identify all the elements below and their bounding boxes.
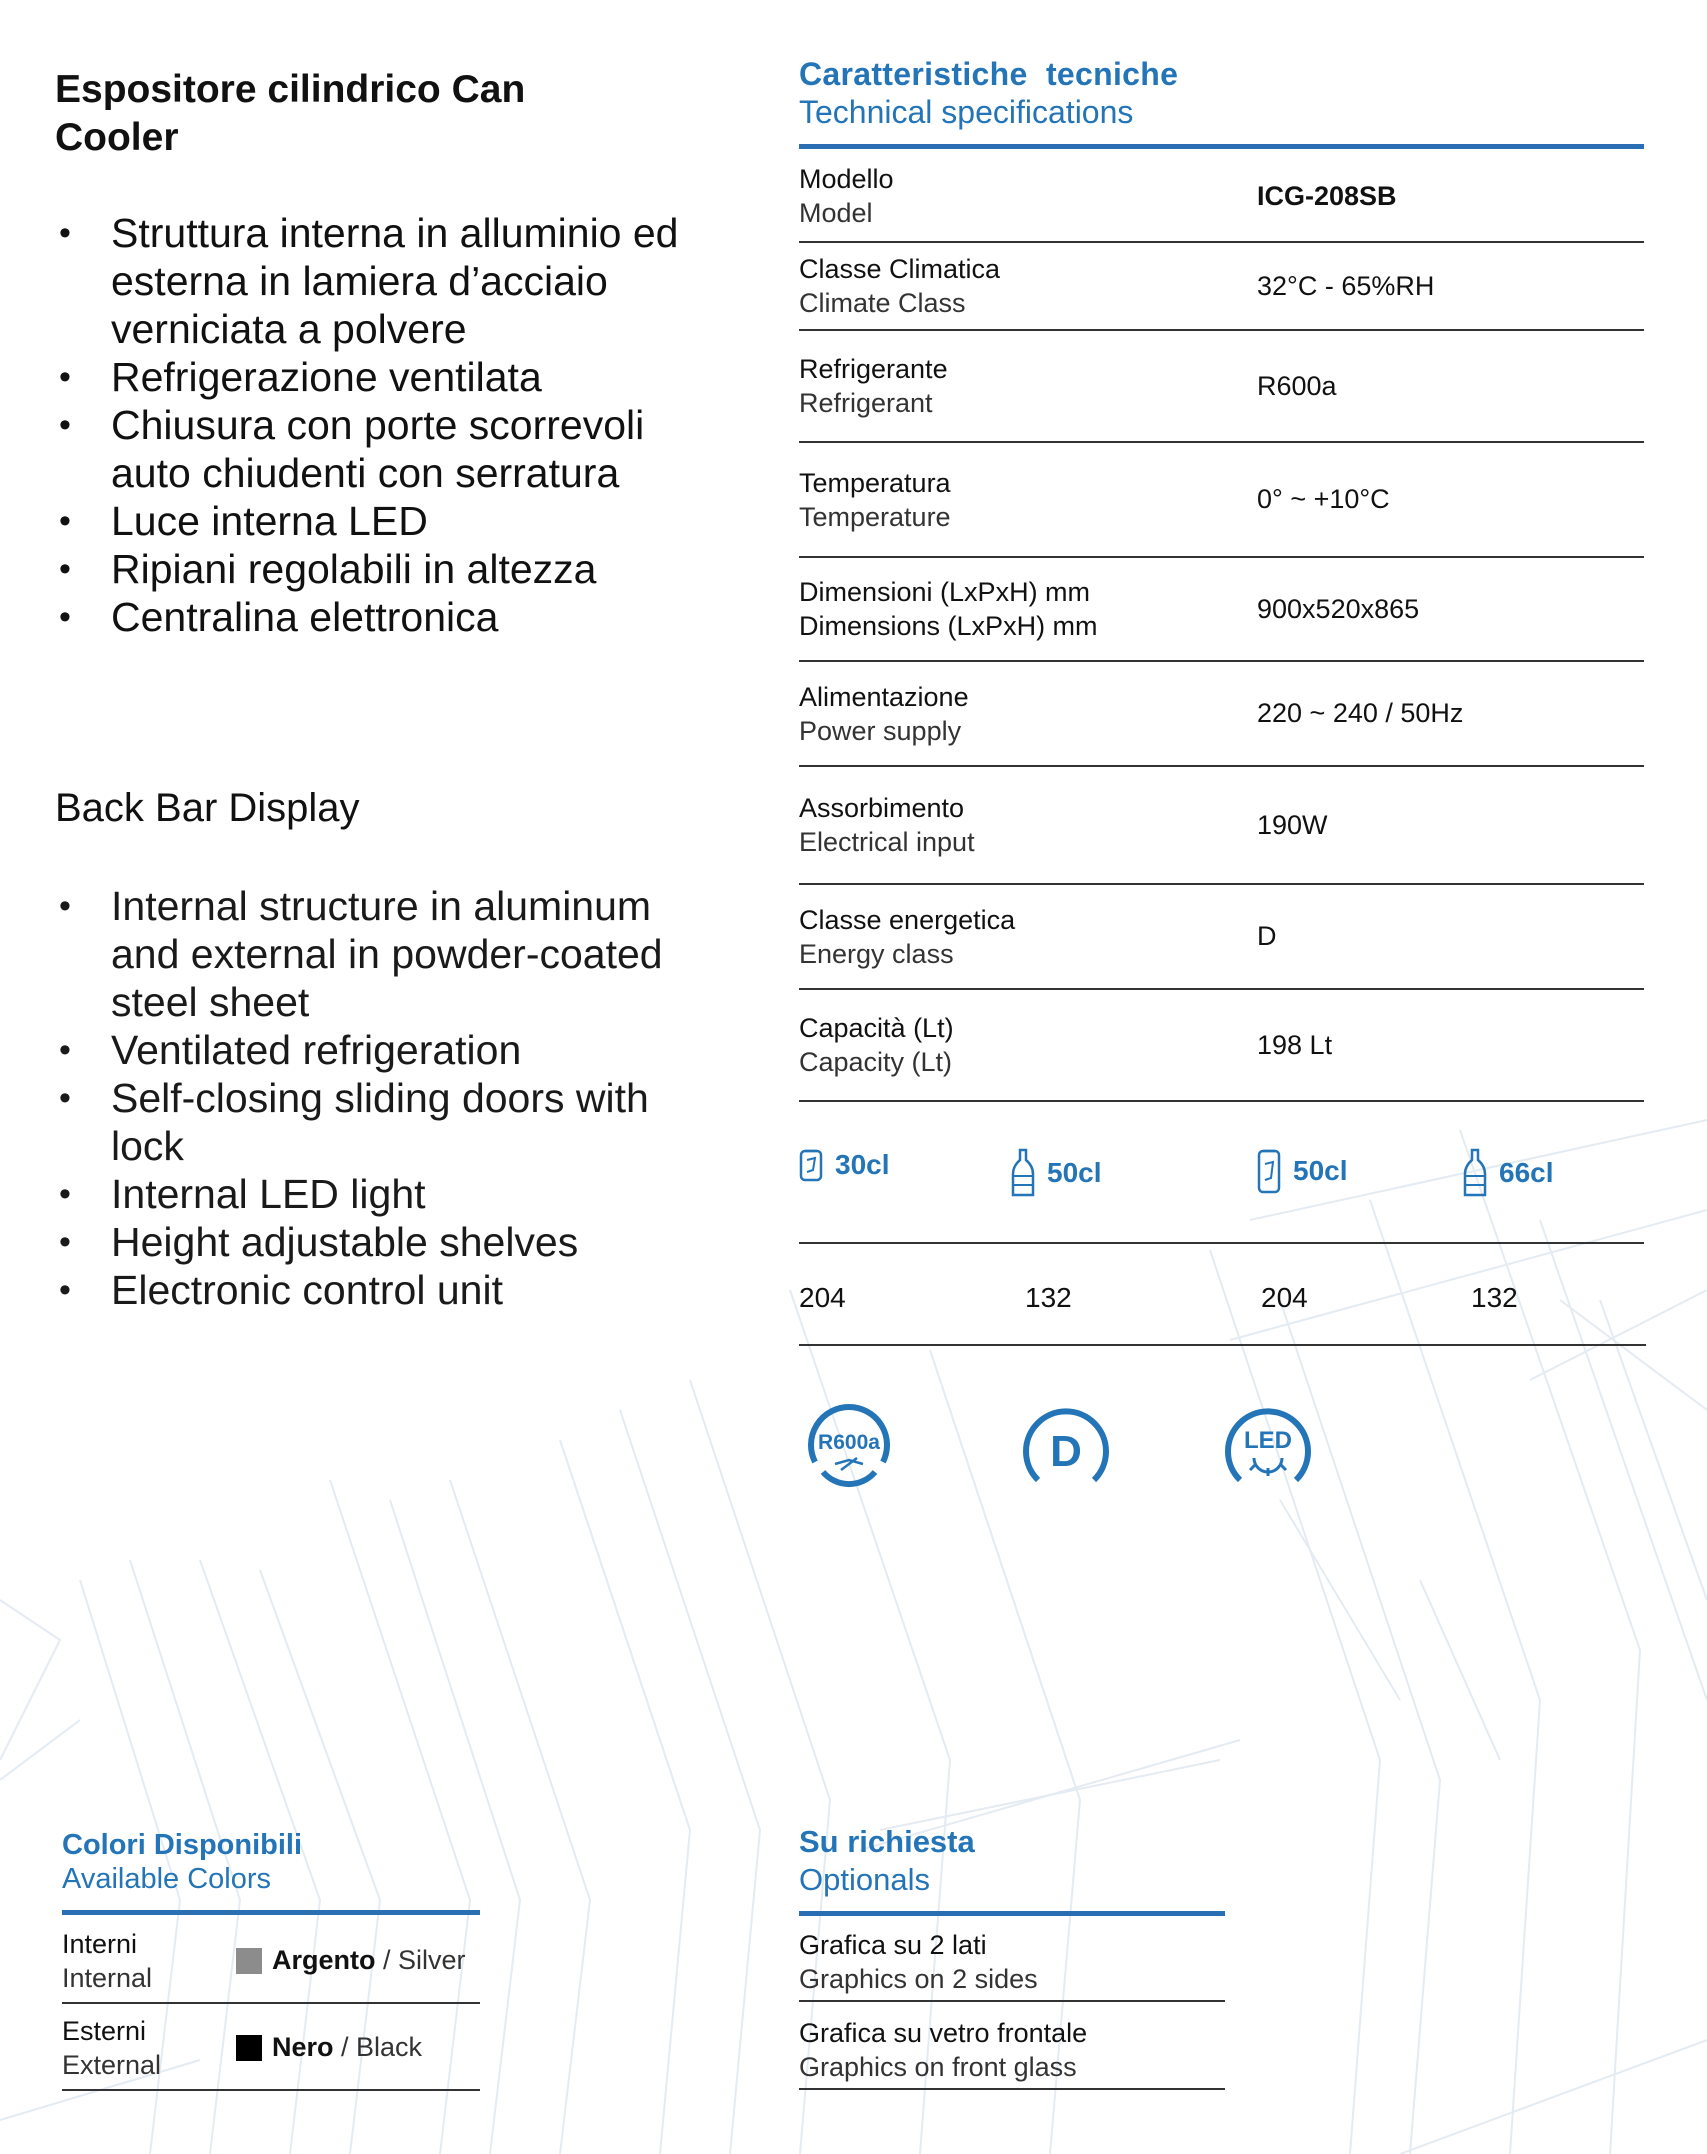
spec-label-en: Climate Class	[799, 288, 966, 318]
badge-label: LED	[1244, 1427, 1292, 1454]
list-item: • Refrigerazione ventilata	[55, 353, 695, 401]
capacity-item	[1257, 1148, 1348, 1194]
features-list-en	[55, 882, 695, 1314]
spec-label-en: Capacity (Lt)	[799, 1047, 953, 1077]
specs-divider	[799, 144, 1644, 149]
capacity-label: 30cl	[835, 1149, 890, 1180]
color-name-en: Silver	[398, 1945, 466, 1975]
color-value	[236, 2032, 422, 2063]
optionals-title-en: Optionals	[799, 1862, 930, 1897]
list-item: • Luce interna LED	[55, 497, 695, 545]
spec-row-climate-class	[799, 243, 1644, 331]
spec-label-it: Classe energetica	[799, 904, 1016, 935]
spec-value: 220 ~ 240 / 50Hz	[1257, 698, 1464, 728]
colors-title-en: Available Colors	[62, 1863, 272, 1895]
spec-label-en: Model	[799, 198, 873, 228]
capacity-count: 132	[1471, 1282, 1518, 1313]
spec-value: 198 Lt	[1257, 1029, 1333, 1060]
spec-label-it: Capacità (Lt)	[799, 1013, 954, 1043]
capacity-count: 132	[1025, 1282, 1072, 1313]
capacity-label: 50cl	[1047, 1157, 1102, 1188]
container-count-row	[799, 1244, 1646, 1346]
list-item: • Self-closing sliding doors with lock	[55, 1074, 695, 1170]
spec-row-model	[799, 151, 1644, 243]
capacity-item	[1011, 1148, 1102, 1198]
color-label-it: Esterni	[62, 2016, 147, 2046]
capacity-label: 50cl	[1293, 1155, 1348, 1186]
spec-label-it: Assorbimento	[799, 793, 965, 823]
spec-label-en: Energy class	[799, 938, 954, 969]
spec-label-en: Temperature	[799, 501, 951, 532]
color-row-external	[62, 2004, 480, 2091]
color-label-en: External	[62, 2050, 162, 2080]
black-swatch	[236, 2035, 262, 2061]
optionals-title-it: Su richiesta	[799, 1824, 975, 1859]
energy-class-badge-icon	[1018, 1402, 1114, 1498]
capacity-label: 66cl	[1499, 1157, 1554, 1188]
spec-row-temperature	[799, 443, 1644, 558]
badge-label: D	[1050, 1427, 1082, 1476]
color-name-it: Nero	[272, 2032, 334, 2062]
can-icon	[1257, 1148, 1281, 1194]
spec-label-it: Dimensioni (LxPxH) mm	[799, 577, 1091, 607]
optional-row	[799, 1918, 1225, 2002]
capacity-count: 204	[1261, 1282, 1308, 1313]
spec-label-en: Power supply	[799, 715, 962, 746]
list-item: • Ripiani regolabili in altezza	[55, 545, 695, 593]
specs-title-it: Caratteristiche tecniche	[799, 56, 1179, 92]
spec-row-energy-class	[799, 885, 1644, 990]
list-item: • Chiusura con porte scorrevoli auto chiudenti con serratura	[55, 401, 695, 497]
color-separator: /	[375, 1945, 399, 1975]
spec-label-it: Refrigerante	[799, 354, 948, 384]
capacity-count: 204	[799, 1282, 846, 1313]
color-label-en: Internal	[62, 1963, 153, 1993]
spec-label-it: Modello	[799, 164, 894, 194]
spec-label-it: Classe Climatica	[799, 254, 1001, 284]
spec-label-it: Temperatura	[799, 467, 951, 498]
specs-title-en: Technical specifications	[799, 94, 1134, 130]
color-name-en: Black	[356, 2032, 423, 2062]
refrigerant-badge-icon	[801, 1402, 897, 1498]
features-list-it	[55, 209, 695, 641]
optionals-divider	[799, 1911, 1225, 1916]
spec-label-it: Alimentazione	[799, 681, 969, 712]
list-item: • Struttura interna in alluminio ed esterna in lamiera d’acciaio verniciata a polvere	[55, 209, 695, 353]
spec-label-en: Dimensions (LxPxH) mm	[799, 611, 1098, 641]
colors-title-it: Colori Disponibili	[62, 1829, 303, 1861]
colors-divider	[62, 1910, 480, 1915]
spec-label-en: Electrical input	[799, 827, 975, 857]
spec-row-power-supply	[799, 662, 1644, 767]
list-item: • Electronic control unit	[55, 1266, 695, 1314]
spec-label-en: Refrigerant	[799, 388, 933, 418]
color-name-it: Argento	[272, 1945, 376, 1975]
spec-row-dimensions	[799, 558, 1644, 662]
english-section-title: Back Bar Display	[55, 786, 360, 830]
spec-value: R600a	[1257, 370, 1337, 401]
led-light-badge-icon	[1220, 1402, 1316, 1498]
product-title: Espositore cilindrico Can Cooler	[55, 68, 526, 159]
can-icon	[799, 1148, 823, 1182]
spec-value: 32°C - 65%RH	[1257, 270, 1435, 301]
spec-row-electrical-input	[799, 767, 1644, 885]
spec-value: 0° ~ +10°C	[1257, 484, 1390, 514]
spec-value: ICG-208SB	[1257, 180, 1397, 211]
list-item: • Centralina elettronica	[55, 593, 695, 641]
list-item: • Internal LED light	[55, 1170, 695, 1218]
optional-label-en: Graphics on 2 sides	[799, 1964, 1038, 1994]
list-item: • Internal structure in aluminum and external in powder-coated steel sheet	[55, 882, 695, 1026]
spec-value: 900x520x865	[1257, 593, 1420, 624]
spec-row-refrigerant	[799, 331, 1644, 443]
bottle-icon	[1011, 1148, 1035, 1198]
color-label-it: Interni	[62, 1929, 138, 1959]
color-value	[236, 1945, 466, 1976]
optional-label-en: Graphics on front glass	[799, 2052, 1077, 2082]
list-item: • Ventilated refrigeration	[55, 1026, 695, 1074]
spec-value: D	[1257, 921, 1277, 951]
bottle-icon	[1463, 1148, 1487, 1198]
optional-label-it: Grafica su vetro frontale	[799, 2018, 1088, 2048]
capacity-item	[799, 1148, 890, 1182]
color-separator: /	[333, 2032, 357, 2062]
list-item: • Height adjustable shelves	[55, 1218, 695, 1266]
spec-value: 190W	[1257, 809, 1328, 840]
capacity-item	[1463, 1148, 1554, 1198]
silver-swatch	[236, 1948, 262, 1974]
container-capacity-row	[799, 1102, 1644, 1244]
optional-label-it: Grafica su 2 lati	[799, 1930, 987, 1960]
color-row-internal	[62, 1917, 480, 2004]
optional-row	[799, 2004, 1225, 2090]
spec-row-capacity	[799, 990, 1644, 1102]
badge-label: R600a	[818, 1431, 880, 1454]
